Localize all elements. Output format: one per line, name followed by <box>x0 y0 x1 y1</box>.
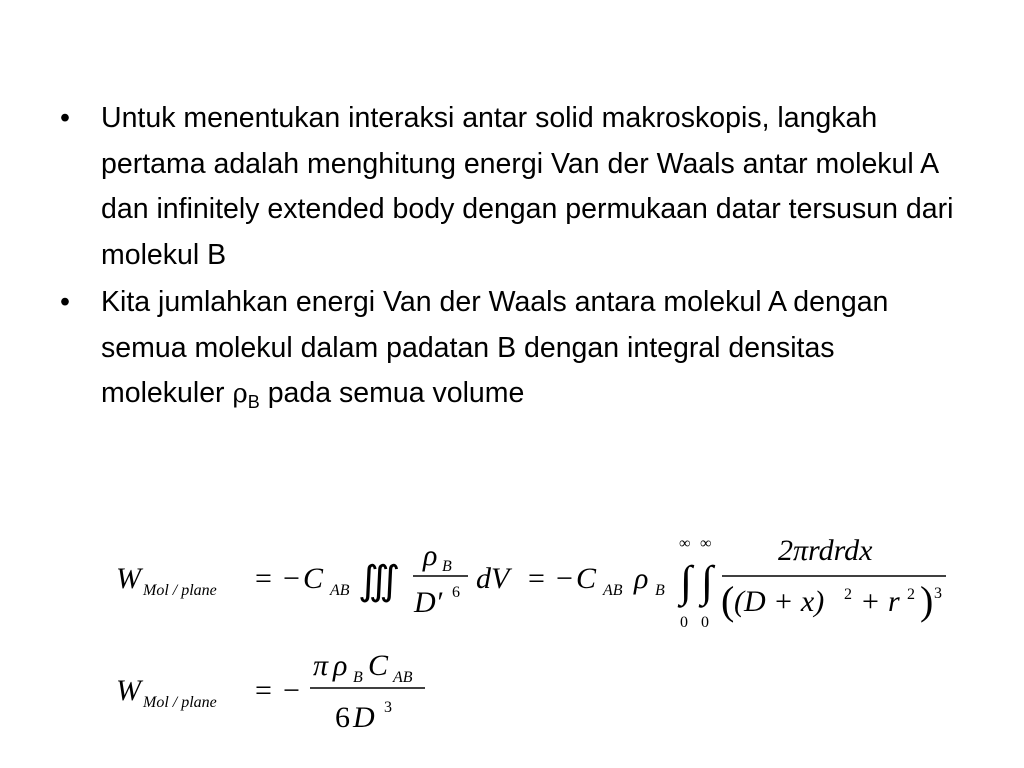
eq1-C2-sub: AB <box>603 582 623 599</box>
eq1-rho: ρ <box>423 539 438 572</box>
rho-symbol: ρ <box>232 379 248 409</box>
eq2-equals: = <box>255 674 272 707</box>
integral-icon-2: ∫ <box>701 557 714 606</box>
bullet-dot: • <box>60 102 70 134</box>
eq2-rho: ρ <box>333 649 348 682</box>
eq2-rho-sub: B <box>353 669 363 686</box>
eq1-den-exp2: 2 <box>844 586 852 603</box>
eq1-den-r-exp: 2 <box>907 586 915 603</box>
eq1-minus-2: − <box>556 562 573 595</box>
eq1-C-sub: AB <box>330 582 350 599</box>
eq1-den-r: r <box>888 585 900 618</box>
eq1-D-exp: 6 <box>452 584 460 601</box>
eq1-D-prime: D′ <box>414 586 443 619</box>
eq1-lower-limit-2: 0 <box>701 614 709 631</box>
eq2-den-D: D <box>353 701 375 734</box>
eq2-den-exp: 3 <box>384 699 392 716</box>
eq1-big-paren-open: ( <box>721 578 735 623</box>
eq1-equals-2: = <box>528 562 545 595</box>
rho-subscript: B <box>247 392 260 412</box>
eq2-C-sub: AB <box>393 669 413 686</box>
eq2-W: W <box>116 674 141 707</box>
eq1-upper-limit-2: ∞ <box>700 535 712 552</box>
eq1-lower-limit-1: 0 <box>680 614 688 631</box>
equation-2 <box>116 649 425 734</box>
eq2-pi: π <box>313 649 329 682</box>
eq1-rho-sub: B <box>442 558 452 575</box>
eq1-C: C <box>303 562 324 595</box>
eq1-den-exp3: 3 <box>934 585 942 602</box>
eq1-upper-limit-1: ∞ <box>679 535 691 552</box>
triple-integral-icon: ∭ <box>358 558 401 603</box>
bullet-text-2: Kita jumlahkan energi Van der Waals antara molekul A dengan semua molekul dalam padatan B dengan integral densitas molekuler <box>101 286 889 409</box>
eq1-big-paren-close: ) <box>920 578 934 623</box>
equation-1 <box>116 534 946 631</box>
eq1-rho2: ρ <box>634 562 649 595</box>
eq1-minus: − <box>283 562 300 595</box>
eq2-W-sub: Mol / plane <box>143 694 217 711</box>
eq2-minus: − <box>283 674 300 707</box>
eq1-rho2-sub: B <box>655 582 665 599</box>
eq1-W: W <box>116 562 141 595</box>
eq1-numerator: 2πrdrdx <box>778 534 873 567</box>
integral-icon-1: ∫ <box>680 557 693 606</box>
bullet-text-2-end: pada semua volume <box>259 377 525 409</box>
eq1-dV: dV <box>476 562 510 595</box>
bullet-text-1: Untuk menentukan interaksi antar solid makroskopis, langkah pertama adalah menghitung energi Van der Waals antar molekul A dan infinitely extended body dengan permukaan datar tersusun dari molekul B <box>101 102 954 271</box>
eq1-equals: = <box>255 562 272 595</box>
eq1-C2: C <box>576 562 597 595</box>
eq2-C: C <box>368 649 389 682</box>
eq1-W-sub: Mol / plane <box>143 582 217 599</box>
eq1-den-plus: + <box>862 585 879 618</box>
bullet-dot: • <box>60 286 70 318</box>
eq2-den-6: 6 <box>335 701 350 734</box>
eq1-den-inner: (D + x) <box>734 585 825 618</box>
